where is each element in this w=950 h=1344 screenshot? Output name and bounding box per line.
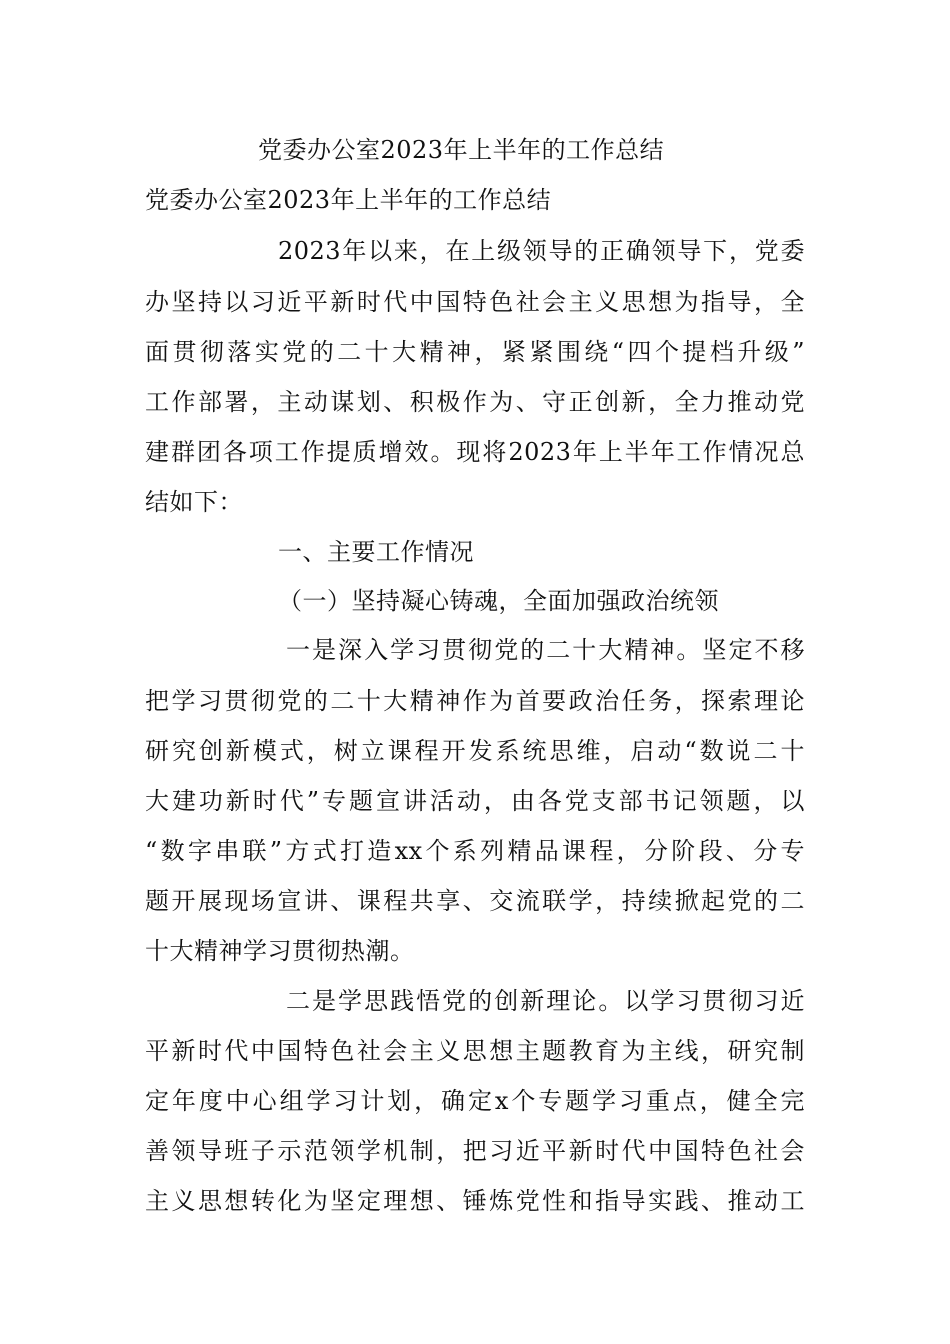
paragraph-line: 研究创新模式，树立课程开发系统思维，启动“数说二十 xyxy=(145,737,805,765)
intro-line: 建群团各项工作提质增效。现将2023年上半年工作情况总 xyxy=(145,438,805,466)
intro-line: 结如下： xyxy=(145,488,243,516)
paragraph-line: “数字串联”方式打造xx个系列精品课程，分阶段、分专 xyxy=(145,837,805,865)
intro-line: 面贯彻落实党的二十大精神，紧紧围绕“四个提档升级” xyxy=(145,338,805,366)
section-heading: 一、主要工作情况 xyxy=(278,538,474,566)
paragraph-line: 大建功新时代”专题宣讲活动，由各党支部书记领题，以 xyxy=(145,787,805,815)
paragraph-line: 十大精神学习贯彻热潮。 xyxy=(145,937,415,965)
paragraph-line: 一是深入学习贯彻党的二十大精神。坚定不移 xyxy=(286,636,805,664)
paragraph-line: 善领导班子示范领学机制，把习近平新时代中国特色社会 xyxy=(145,1137,805,1165)
paragraph-line: 把学习贯彻党的二十大精神作为首要政治任务，探索理论 xyxy=(145,687,805,715)
intro-line: 办坚持以习近平新时代中国特色社会主义思想为指导，全 xyxy=(145,288,805,316)
intro-line: 2023年以来，在上级领导的正确领导下，党委 xyxy=(278,237,805,265)
intro-line: 工作部署，主动谋划、积极作为、守正创新，全力推动党 xyxy=(145,388,805,416)
paragraph-line: 主义思想转化为坚定理想、锤炼党性和指导实践、推动工 xyxy=(145,1187,805,1215)
paragraph-line: 题开展现场宣讲、课程共享、交流联学，持续掀起党的二 xyxy=(145,887,805,915)
paragraph-line: 二是学思践悟党的创新理论。以学习贯彻习近 xyxy=(286,987,805,1015)
paragraph-line: 平新时代中国特色社会主义思想主题教育为主线，研究制 xyxy=(145,1037,805,1065)
subsection-heading: （一）坚持凝心铸魂，全面加强政治统领 xyxy=(278,587,719,615)
document-title: 党委办公室2023年上半年的工作总结 xyxy=(258,136,665,164)
paragraph-line: 定年度中心组学习计划，确定x个专题学习重点，健全完 xyxy=(145,1087,805,1115)
document-subtitle: 党委办公室2023年上半年的工作总结 xyxy=(145,186,552,214)
